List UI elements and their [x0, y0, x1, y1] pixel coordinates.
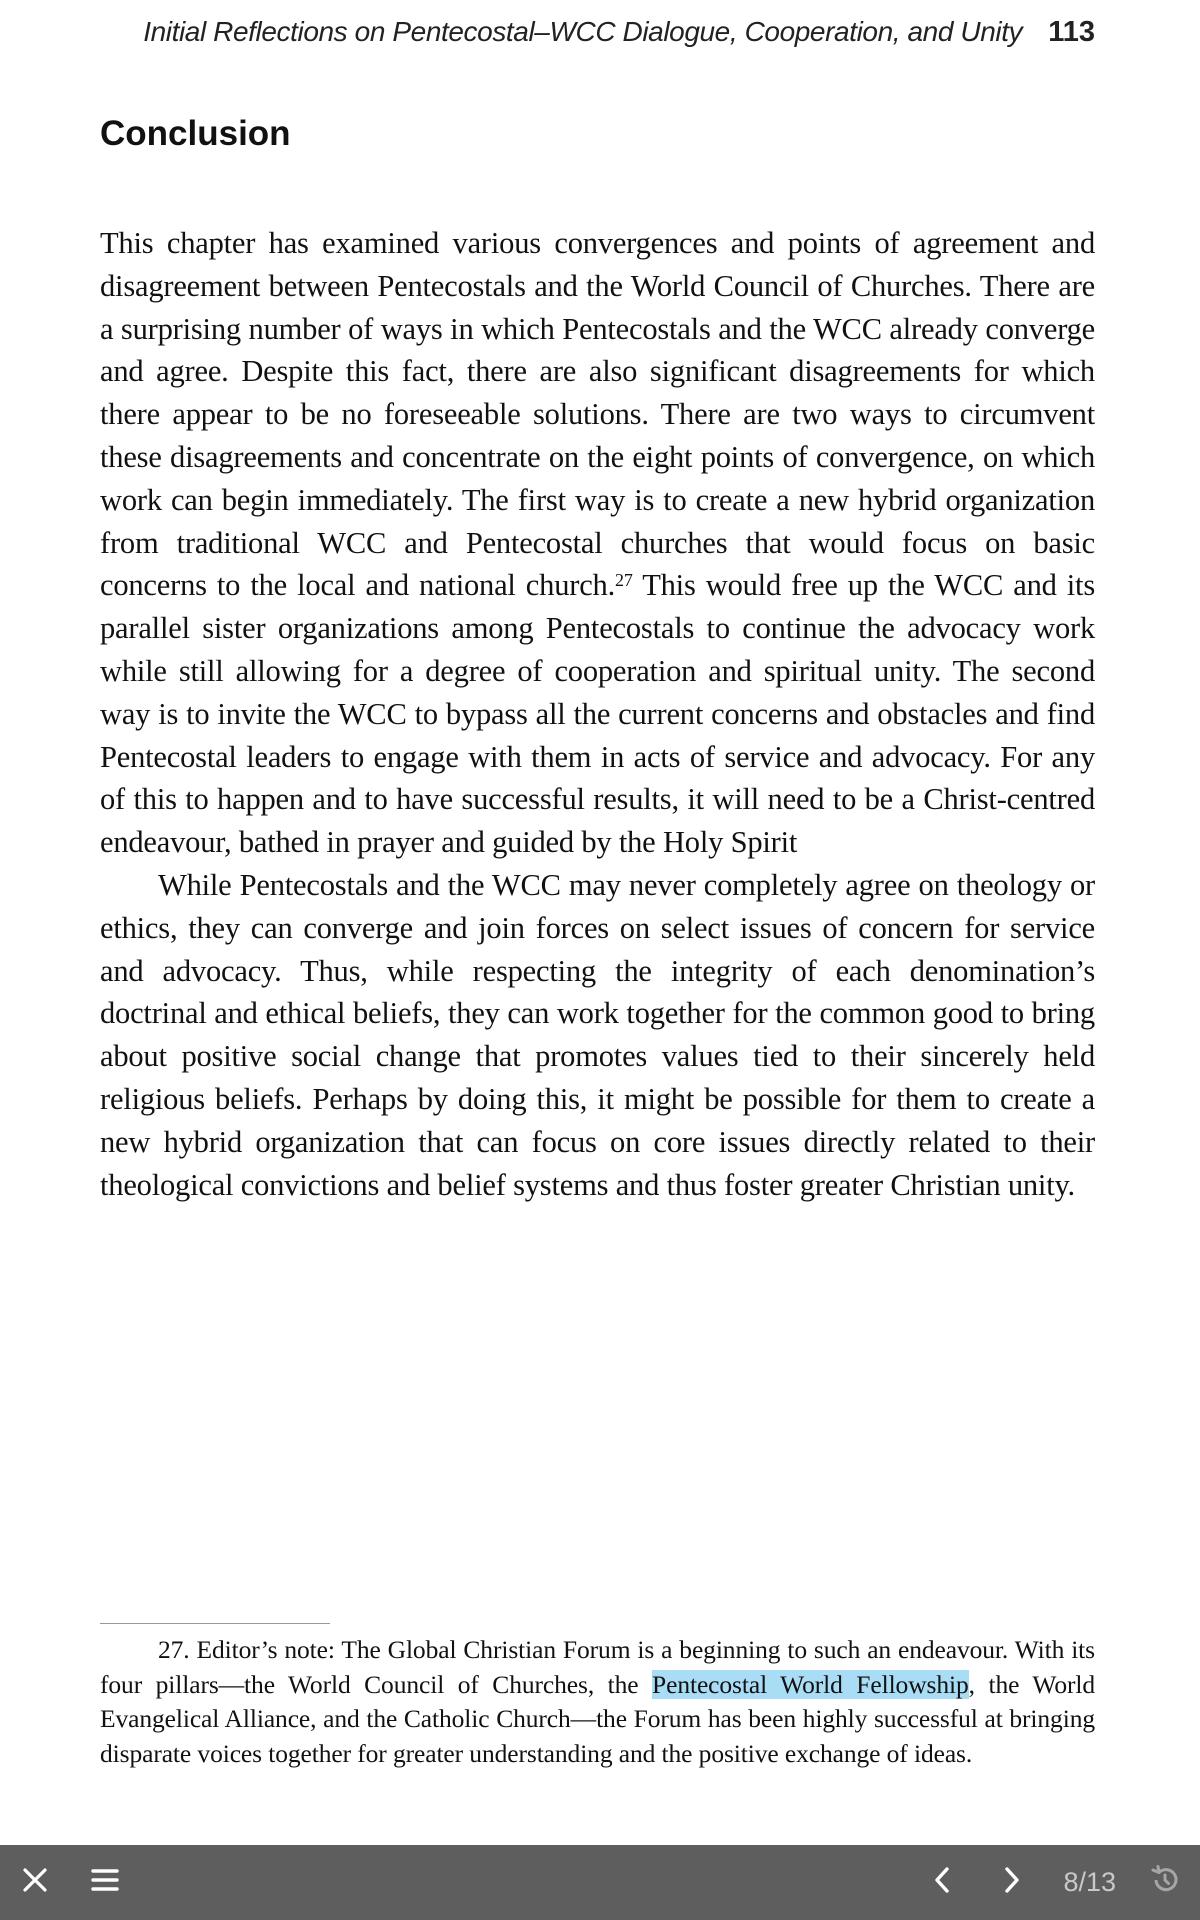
- reader-toolbar: [0, 1845, 1200, 1920]
- section-heading: Conclusion: [100, 114, 291, 153]
- close-button[interactable]: [0, 1845, 70, 1920]
- menu-button[interactable]: [70, 1845, 140, 1920]
- chevron-left-icon: [932, 1866, 952, 1899]
- page-header: [100, 10, 1095, 54]
- body-text: [100, 222, 1095, 1206]
- close-icon: [22, 1867, 48, 1898]
- paragraph-text: This would free up the WCC and its parallel sister organizations among Pentecostals to continue the advocacy work while still allowing for a degree of cooperation and spiritual unity. The second way is to invite the WCC to bypass all the current concerns and obstacles and find Pentecostal leaders to engage with them in acts of service and advocacy. For any of this to happen and to have successful results, it will need to be a Christ-centred endeavour, bathed in prayer and guided by the Holy Spirit: [100, 568, 1095, 860]
- footnote-text: 27. Editor’s note: The Global Christian Forum is a beginning to such an endeavour. With its four pillars—the World Council of Churches, the: [100, 1635, 1095, 1699]
- paragraph-text: This chapter has examined various convergences and points of agreement and disagreement between Pentecostals and the World Council of Churches. There are a surprising number of ways in which Pentecostals and the WCC already converge and agree. Despite this fact, there are also significant disagreements for which there appear to be no foreseeable solutions. There are two ways to circumvent these disagreements and concentrate on the eight points of convergence, on which work can begin immediately. The first way is to create a new hybrid organization from traditional WCC and Pentecostal churches that would focus on basic concerns to the local and national church.: [100, 226, 1095, 603]
- menu-icon: [91, 1868, 119, 1897]
- footnote-text: , the World Evangelical Alliance, and the Catholic Church—the Forum has been highly successful at bringing disparate voices together for greater understanding and the positive exchange of ideas.: [100, 1669, 1095, 1768]
- footnote-reference[interactable]: 27: [615, 570, 633, 591]
- footnote: [100, 1633, 1095, 1771]
- paragraph: While Pentecostals and the WCC may never completely agree on theology or ethics, they can converge and join forces on select issues of concern for service and advocacy. Thus, while respecting the integrity of each denomination’s doctrinal and ethical beliefs, they can work together for the common good to bring about positive social change that promotes values tied to their sincerely held religious beliefs. Perhaps by doing this, it might be possible for them to create a new hybrid organization that can focus on core issues directly related to their theological convictions and belief systems and thus foster greater Christian unity.: [100, 867, 1095, 1202]
- highlighted-text[interactable]: Pentecostal World Fellowship: [652, 1669, 969, 1699]
- page-indicator: 8/13: [1063, 1867, 1116, 1897]
- chevron-right-icon: [1002, 1866, 1022, 1899]
- paragraph: [100, 222, 1095, 864]
- page-number: 113: [1048, 15, 1095, 48]
- running-title: Initial Reflections on Pentecostal–WCC Dialogue, Cooperation, and Unity: [143, 16, 1023, 47]
- next-page-button[interactable]: [977, 1845, 1047, 1920]
- previous-page-button[interactable]: [907, 1845, 977, 1920]
- history-icon: [1149, 1864, 1181, 1901]
- history-button[interactable]: [1130, 1845, 1200, 1920]
- footnote-divider: [100, 1623, 330, 1624]
